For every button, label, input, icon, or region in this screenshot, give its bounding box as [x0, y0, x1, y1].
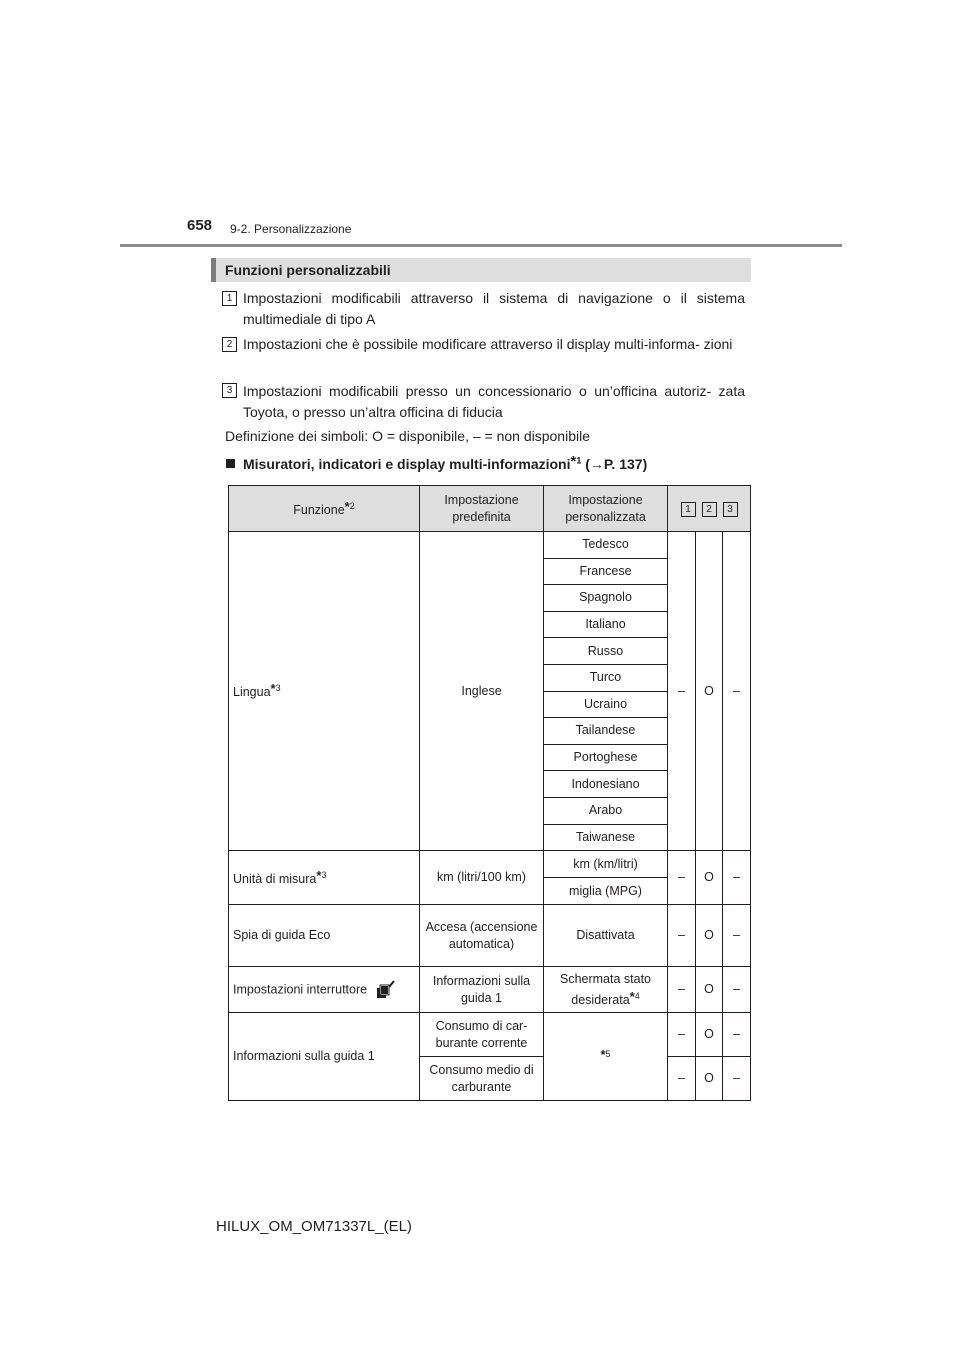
symbol-definition: Definizione dei simboli: O = disponibile, – = non disponibile: [225, 428, 590, 444]
units-label: Unità di misura*$^3$: [229, 851, 420, 905]
steering-switch-icon: [375, 980, 395, 1000]
language-mark-3: –: [723, 532, 751, 851]
asterisk-icon: *: [570, 453, 577, 470]
switch-default: Informazioni sulla guida 1: [420, 967, 544, 1013]
legend-badge-2: 2: [222, 337, 237, 352]
eco-custom: Disattivata: [544, 905, 668, 967]
asterisk-icon: *: [270, 681, 276, 697]
table-header-row: [229, 486, 751, 532]
language-option: Indonesiano: [544, 771, 668, 798]
language-label: Lingua*$^3$: [229, 532, 420, 851]
language-option: Spagnolo: [544, 585, 668, 612]
subheading-text: Misuratori, indicatori e display multi-informazioni: [243, 456, 571, 472]
language-option: Arabo: [544, 797, 668, 824]
eco-mark-1: –: [668, 905, 696, 967]
language-mark-1: –: [668, 532, 696, 851]
drive-info-custom: *$^5$: [544, 1013, 668, 1101]
units-mark-1: –: [668, 851, 696, 905]
banner-bar: [211, 258, 216, 282]
drive-info-mark-3: –: [723, 1057, 751, 1101]
language-option: Taiwanese: [544, 824, 668, 851]
language-option: Italiano: [544, 611, 668, 638]
asterisk-icon: *: [344, 499, 350, 515]
language-option: Turco: [544, 664, 668, 691]
units-mark-2: O: [696, 851, 723, 905]
language-option: Ucraino: [544, 691, 668, 718]
language-option: Francese: [544, 558, 668, 585]
table-row: [229, 851, 751, 878]
eco-default: Accesa (accensione automatica): [420, 905, 544, 967]
drive-info-mark-1: –: [668, 1057, 696, 1101]
banner-title: Funzioni personalizzabili: [225, 262, 391, 278]
asterisk-icon: *: [316, 868, 322, 884]
drive-info-mark-1: –: [668, 1013, 696, 1057]
switch-label: Impostazioni interruttore: [229, 967, 420, 1013]
section-label: 9-2. Personalizzazione: [230, 222, 352, 236]
subheading: [226, 453, 647, 472]
section-banner: [211, 258, 751, 282]
header-columns: [668, 486, 751, 532]
switch-mark-2: O: [696, 967, 723, 1013]
header-default: Impostazione predefinita: [420, 486, 544, 532]
eco-mark-3: –: [723, 905, 751, 967]
drive-info-default: Consumo medio di carburante: [420, 1057, 544, 1101]
table-row: [229, 1013, 751, 1057]
language-option: Portoghese: [544, 744, 668, 771]
settings-table: [228, 485, 751, 1101]
header-function: Funzione*$^2$: [229, 486, 420, 532]
table-row: [229, 905, 751, 967]
legend-badge-1: 1: [222, 291, 237, 306]
units-option: km (km/litri): [544, 851, 668, 878]
table-row: [229, 532, 751, 559]
drive-info-mark-3: –: [723, 1013, 751, 1057]
table-row: [229, 967, 751, 1013]
header-rule: [120, 244, 842, 247]
switch-mark-1: –: [668, 967, 696, 1013]
legend-text-2: Impostazioni che è possibile modificare attraverso il display multi-informa- zioni: [243, 336, 733, 352]
subheading-note: 1: [576, 455, 582, 466]
language-option: Russo: [544, 638, 668, 665]
legend-text-1: Impostazioni modificabili attraverso il sistema di navigazione o il sistema multimediale di tipo A: [243, 290, 745, 327]
units-mark-3: –: [723, 851, 751, 905]
header-badge-1: 1: [681, 502, 696, 517]
switch-custom: Schermata stato desiderata*$^4$: [544, 967, 668, 1013]
square-bullet-icon: [226, 459, 235, 468]
page-number: 658: [187, 217, 213, 234]
header-badge-2: 2: [702, 502, 717, 517]
units-default: km (litri/100 km): [420, 851, 544, 905]
drive-info-mark-2: O: [696, 1013, 723, 1057]
legend-text-3: Impostazioni modificabili presso un concessionario o un’officina autoriz- zata Toyota, o presso un’altra officina di fiducia: [243, 383, 745, 420]
page-reference: (→P. 137): [585, 456, 648, 472]
language-option: Tailandese: [544, 718, 668, 745]
header-custom: Impostazione personalizzata: [544, 486, 668, 532]
switch-mark-3: –: [723, 967, 751, 1013]
drive-info-mark-2: O: [696, 1057, 723, 1101]
footer-code: HILUX_OM_OM71337L_(EL): [216, 1218, 412, 1235]
language-mark-2: O: [696, 532, 723, 851]
language-default: Inglese: [420, 532, 544, 851]
drive-info-default: Consumo di car- burante corrente: [420, 1013, 544, 1057]
language-option: Tedesco: [544, 532, 668, 559]
legend-badge-3: 3: [222, 383, 237, 398]
units-option: miglia (MPG): [544, 878, 668, 905]
eco-mark-2: O: [696, 905, 723, 967]
asterisk-icon: *: [629, 988, 635, 1004]
asterisk-icon: *: [600, 1047, 606, 1063]
header-badge-3: 3: [723, 502, 738, 517]
eco-label: Spia di guida Eco: [229, 905, 420, 967]
drive-info-label: Informazioni sulla guida 1: [229, 1013, 420, 1101]
